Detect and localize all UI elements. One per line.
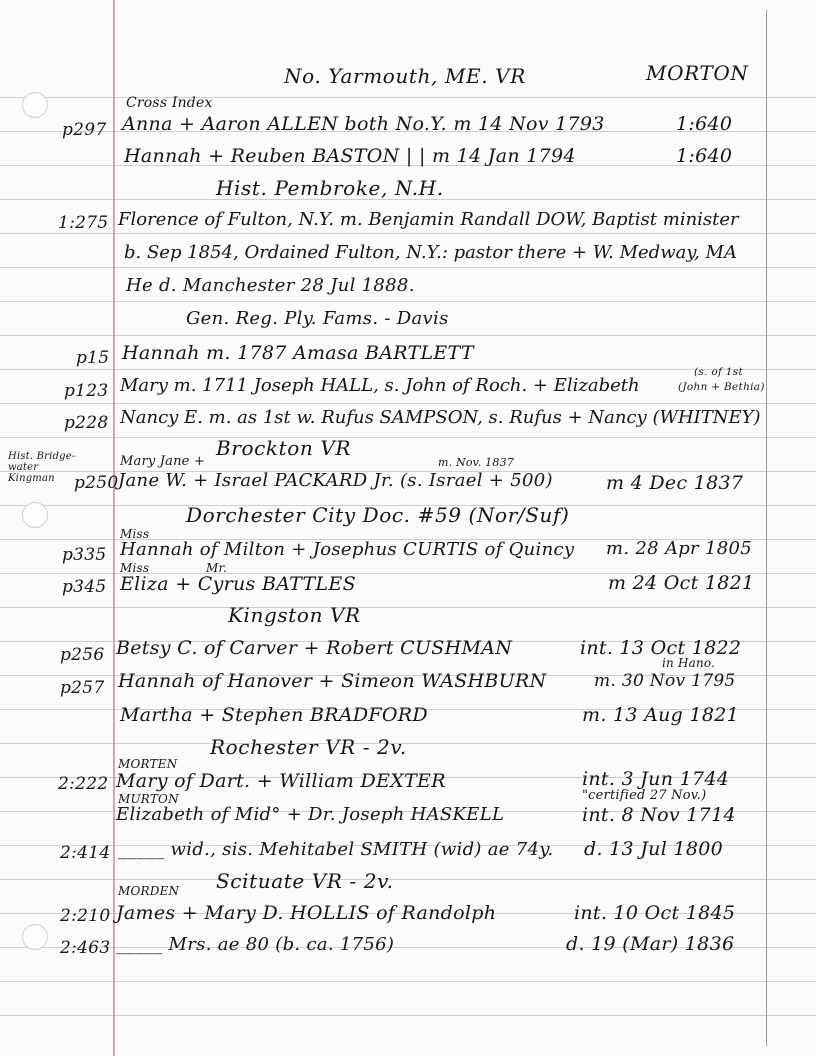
entry-haskell: Elizabeth of Mid° + Dr. Joseph HASKELL xyxy=(116,804,505,825)
date-bradford: m. 13 Aug 1821 xyxy=(582,704,740,726)
entry-packard-above: Mary Jane + xyxy=(120,454,206,469)
entry-smith: _____ wid., sis. Mehitabel SMITH (wid) ae 74y. xyxy=(118,839,554,860)
date-packard: m 4 Dec 1837 xyxy=(606,472,744,494)
rule-line xyxy=(0,981,816,982)
date-haskell: int. 8 Nov 1714 xyxy=(582,804,736,826)
entry-haskell-above: MURTON xyxy=(118,792,179,806)
ref-p335: p335 xyxy=(62,545,107,565)
rule-line xyxy=(0,743,816,744)
ref-p297: p297 xyxy=(62,120,107,140)
entry-dexter-above: MORTEN xyxy=(118,757,178,771)
section-kingston: Kingston VR xyxy=(228,603,361,627)
cite-allen: 1:640 xyxy=(676,113,733,135)
date-curtis: m. 28 Apr 1805 xyxy=(606,538,752,559)
entry-sampson: Nancy E. m. as 1st w. Rufus SAMPSON, s. Rufus + Nancy (WHITNEY) xyxy=(120,407,761,428)
entry-bradford: Martha + Stephen BRADFORD xyxy=(120,704,428,726)
rule-line xyxy=(0,879,816,880)
entry-hollis-above: MORDEN xyxy=(118,884,180,898)
date-cushman: int. 13 Oct 1822 xyxy=(580,637,742,659)
ref-2-222: 2:222 xyxy=(58,774,109,794)
punch-hole xyxy=(22,924,48,950)
surname-heading: MORTON xyxy=(646,61,749,85)
rule-line xyxy=(0,437,816,438)
entry-baston: Hannah + Reuben BASTON | | m 14 Jan 1794 xyxy=(124,145,576,167)
ref-p345: p345 xyxy=(62,577,107,597)
punch-hole xyxy=(22,92,48,118)
entry-allen: Anna + Aaron ALLEN both No.Y. m 14 Nov 1793 xyxy=(122,113,605,135)
rule-line xyxy=(0,301,816,302)
section-scituate: Scituate VR - 2v. xyxy=(216,869,394,893)
ref-p256: p256 xyxy=(60,645,105,665)
ref-2-210: 2:210 xyxy=(60,906,111,926)
section-dorchester: Dorchester City Doc. #59 (Nor/Suf) xyxy=(186,503,570,527)
margin-line xyxy=(113,0,115,1056)
entry-hollis: James + Mary D. HOLLIS of Randolph xyxy=(116,902,497,924)
rule-line xyxy=(0,335,816,336)
ref-1-275: 1:275 xyxy=(58,213,109,233)
ref-p228: p228 xyxy=(64,413,109,433)
entry-curtis-above: Miss xyxy=(120,527,150,541)
entry-washburn: Hannah of Hanover + Simeon WASHBURN xyxy=(118,670,547,692)
note-packard-marriage: m. Nov. 1837 xyxy=(438,456,514,469)
note-washburn: in Hano. xyxy=(662,656,716,670)
entry-battles: Eliza + Cyrus BATTLES xyxy=(120,573,356,595)
date-hollis: int. 10 Oct 1845 xyxy=(574,902,736,924)
cross-index-label: Cross Index xyxy=(126,95,213,111)
ref-2-414: 2:414 xyxy=(60,843,111,863)
entry-cushman: Betsy C. of Carver + Robert CUSHMAN xyxy=(116,637,513,659)
date-mrs: d. 19 (Mar) 1836 xyxy=(566,933,735,955)
rule-line xyxy=(0,267,816,268)
entry-dow-line2: b. Sep 1854, Ordained Fulton, N.Y.: pastor there + W. Medway, MA xyxy=(124,242,737,263)
entry-hall: Mary m. 1711 Joseph HALL, s. John of Roch. + Elizabeth xyxy=(120,375,640,396)
entry-dexter: Mary of Dart. + William DEXTER xyxy=(116,770,446,792)
cite-baston: 1:640 xyxy=(676,145,733,167)
rule-line xyxy=(0,1015,816,1016)
ref-p123: p123 xyxy=(64,381,109,401)
entry-curtis: Hannah of Milton + Josephus CURTIS of Quincy xyxy=(120,539,575,560)
section-brockton: Brockton VR xyxy=(216,436,352,460)
entry-dow-line1: Florence of Fulton, N.Y. m. Benjamin Randall DOW, Baptist minister xyxy=(118,209,739,230)
entry-battles-mr: Mr. xyxy=(206,561,228,575)
date-washburn: m. 30 Nov 1795 xyxy=(594,671,736,691)
ref-p15: p15 xyxy=(76,348,110,368)
ref-2-463: 2:463 xyxy=(60,938,111,958)
section-gen-reg: Gen. Reg. Ply. Fams. - Davis xyxy=(186,308,449,329)
date-dexter: int. 3 Jun 1744 xyxy=(582,768,730,790)
entry-mrs: _____ Mrs. ae 80 (b. ca. 1756) xyxy=(116,934,395,955)
section-rochester: Rochester VR - 2v. xyxy=(210,735,407,759)
page-title: No. Yarmouth, ME. VR xyxy=(284,64,526,88)
note-haskell-certified: "certified 27 Nov.) xyxy=(582,788,707,803)
rule-line xyxy=(0,403,816,404)
date-battles: m 24 Oct 1821 xyxy=(608,572,755,594)
entry-packard: Jane W. + Israel PACKARD Jr. (s. Israel + 500) xyxy=(118,470,553,491)
note-hall-bottom: (John + Bethia) xyxy=(678,381,765,393)
entry-bartlett: Hannah m. 1787 Amasa BARTLETT xyxy=(122,342,474,364)
page-edge xyxy=(766,10,767,1046)
rule-line xyxy=(0,97,816,98)
rule-line xyxy=(0,607,816,608)
section-hist-pembroke: Hist. Pembroke, N.H. xyxy=(216,176,444,200)
date-smith: d. 13 Jul 1800 xyxy=(584,838,723,860)
entry-battles-miss: Miss xyxy=(120,561,150,575)
rule-line xyxy=(0,233,816,234)
punch-hole xyxy=(22,502,48,528)
ref-p250: p250 xyxy=(74,473,119,493)
side-note-bridgewater: Hist. Bridge- water Kingman xyxy=(8,451,76,484)
entry-dow-line3: He d. Manchester 28 Jul 1888. xyxy=(126,275,415,296)
note-hall-top: (s. of 1st xyxy=(694,366,743,378)
ref-p257: p257 xyxy=(60,678,105,698)
